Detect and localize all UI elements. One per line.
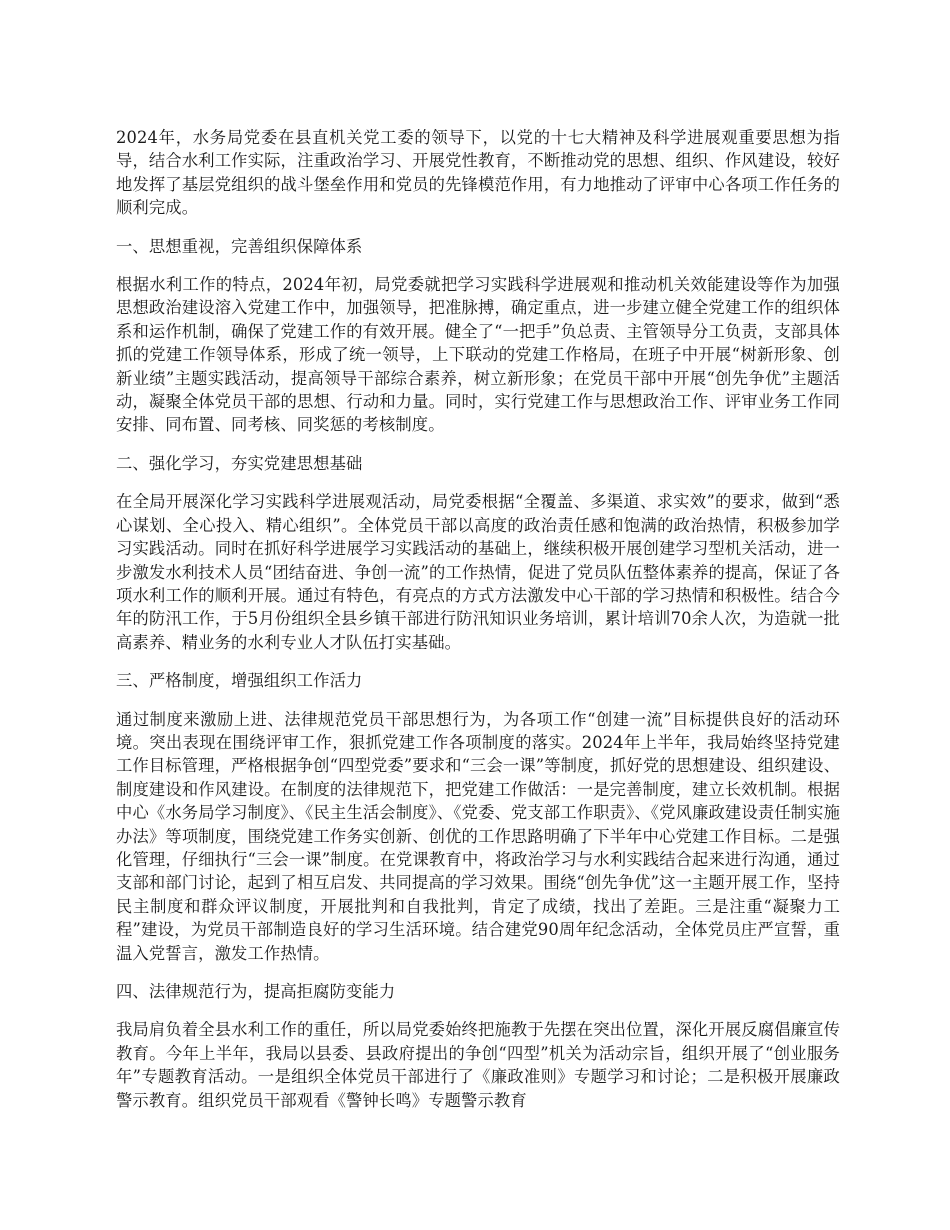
intro-paragraph: 2024年，水务局党委在县直机关党工委的领导下，以党的十七大精神及科学进展观重要思想为指导，结合水利工作实际，注重政治学习、开展党性教育，不断推动党的思想、组织、作风建设，较好地发挥了基层党组织的战斗堡垒作用和党员的先锋模范作用，有力地推动了评审中心各项工作任务的顺利完成。 [116, 128, 840, 218]
document-page [116, 126, 840, 1127]
section-body-1: 根据水利工作的特点，2024年初，局党委就把学习实践科学进展观和推动机关效能建设等作为加强思想政治建设溶入党建工作中，加强领导，把准脉搏，确定重点，进一步建立健全党建工作的组织体系和运作机制，确保了党建工作的有效开展。健全了“一把手”负总责、主管领导分工负责，支部具体抓的党建工作领导体系，形成了统一领导，上下联动的党建工作格局，在班子中开展“树新形象、创新业绩”主题实践活动，提高领导干部综合素养，树立新形象；在党员干部中开展“创先争优”主题活动，凝聚全体党员干部的思想、行动和力量。同时，实行党建工作与思想政治工作、评审业务工作同安排、同布置、同考核、同奖惩的考核制度。 [116, 275, 840, 435]
section-heading-2: 二、强化学习，夯实党建思想基础 [116, 453, 363, 473]
section-heading-4: 四、法律规范行为，提高拒腐防变能力 [116, 982, 396, 1001]
section-heading-3: 三、严格制度，增强组织工作活力 [116, 671, 363, 691]
section-body-2: 在全局开展深化学习实践科学进展观活动，局党委根据“全覆盖、多渠道、求实效”的要求，做到“悉心谋划、全心投入、精心组织”。全体党员干部以高度的政治责任感和饱满的政治热情，积极参加学习实践活动。同时在抓好科学进展学习实践活动的基础上，继续积极开展创建学习型机关活动，进一步激发水利技术人员“团结奋进、争创一流”的工作热情，促进了党员队伍整体素养的提高，保证了各项水利工作的顺利开展。通过有特色，有亮点的方式方法激发中心干部的学习热情和积极性。结合今年的防汛工作，于5月份组织全县乡镇干部进行防汛知识业务培训，累计培训70余人次，为造就一批高素养、精业务的水利专业人才队伍打实基础。 [116, 492, 840, 652]
section-body-4: 我局肩负着全县水利工作的重任，所以局党委始终把施教于先摆在突出位置，深化开展反腐倡廉宣传教育。今年上半年，我局以县委、县政府提出的争创“四型”机关为活动宗旨，组织开展了“创业服务年”专题教育活动。一是组织全体党员干部进行了《廉政准则》专题学习和讨论；二是积极开展廉政警示教育。组织党员干部观看《警钟长鸣》专题警示教育 [116, 1020, 840, 1110]
section-body-3: 通过制度来激励上进、法律规范党员干部思想行为，为各项工作“创建一流”目标提供良好的活动环境。突出表现在围绕评审工作，狠抓党建工作各项制度的落实。2024年上半年，我局始终坚持党建工作目标管理，严格根据争创“四型党委”要求和“三会一课”等制度，抓好党的思想建设、组织建设、制度建设和作风建设。在制度的法律规范下，把党建工作做活：一是完善制度，建立长效机制。根据中心《水务局学习制度》、《民主生活会制度》、《党委、党支部工作职责》、《党风廉政建设责任制实施办法》等项制度，围绕党建工作务实创新、创优的工作思路明确了下半年中心党建工作目标。二是强化管理，仔细执行“三会一课”制度。在党课教育中，将政治学习与水利实践结合起来进行沟通，通过支部和部门讨论，起到了相互启发、共同提高的学习效果。围绕“创先争优”这一主题开展工作，坚持民主制度和群众评议制度，开展批判和自我批判，肯定了成绩，找出了差距。三是注重“凝聚力工程”建设，为党员干部制造良好的学习生活环境。结合建党90周年纪念活动，全体党员庄严宣誓，重温入党誓言，激发工作热情。 [116, 709, 841, 963]
section-heading-1: 一、思想重视，完善组织保障体系 [116, 236, 363, 256]
